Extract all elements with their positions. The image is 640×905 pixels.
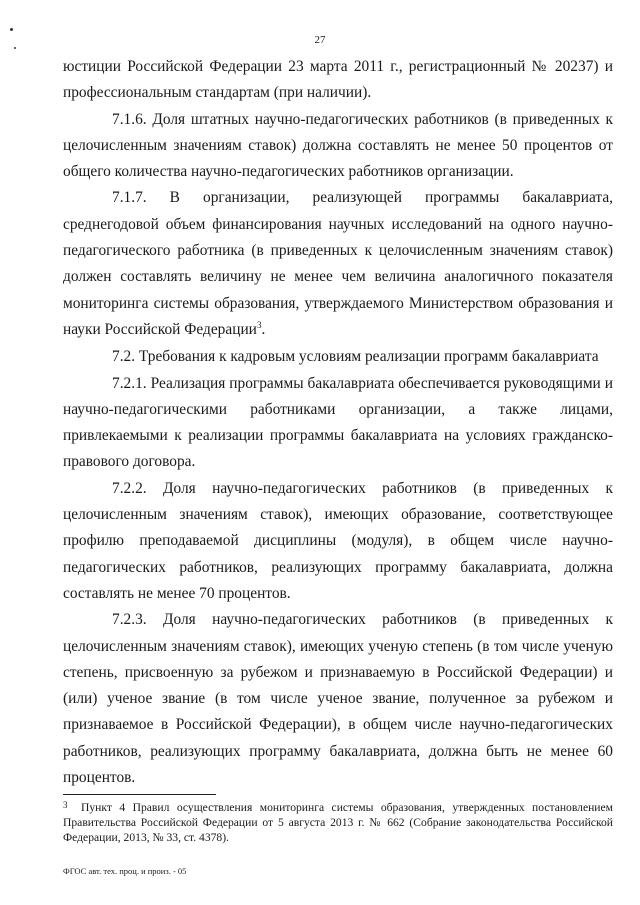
paragraph-7-2-1: 7.2.1. Реализация программы бакалавриата обеспечивается руководящими и научно-педагогическими работниками организации, а также лицами, привлекаемыми к реализации программы бакалавриата на условиях гражданско-правового договора. [63, 374, 613, 471]
paragraph-7-1-6: 7.1.6. Доля штатных научно-педагогических работников (в приведенных к целочисленным значениям ставок) должна составлять не менее 50 процентов от общего количества научно-педагогических работников организации. [63, 110, 613, 181]
scan-artifact-dot [10, 28, 13, 31]
footnote [63, 800, 613, 846]
footnote-text: Пункт 4 Правил осуществления мониторинга системы образования, утвержденных постановлением Правительства Российской Федерации от 5 августа 2013 г. № 662 (Собрание законодательства Российской Федерации, 2013, № 33, ст. 4378). [63, 801, 613, 845]
scan-artifact-dot [14, 47, 16, 49]
main-text [63, 54, 613, 791]
paragraph-continuation: юстиции Российской Федерации 23 марта 2011 г., регистрационный № 20237) и профессиональным стандартам (при наличии). [63, 58, 613, 102]
page-number: 27 [314, 34, 326, 46]
document-footer-code: ФГОС авт. тех. проц. и произ. - 05 [63, 866, 187, 876]
footnote-reference: 3 [256, 319, 262, 330]
paragraph-7-2-2: 7.2.2. Доля научно-педагогических работников (в приведенных к целочисленным значениям ставок), имеющих образование, соответствующее профилю преподаваемой дисциплины (модуля), в общем числе научно-педагогических работников, реализующих программу бакалавриата, должна составлять не менее 70 процентов. [63, 479, 613, 602]
paragraph-7-1-7-end: . [261, 320, 266, 338]
section-heading-7-2: 7.2. Требования к кадровым условиям реализации программ бакалавриата [112, 348, 599, 366]
footnote-divider [63, 794, 216, 795]
footnote-mark: 3 [63, 800, 68, 810]
paragraph-7-1-7-text: 7.1.7. В организации, реализующей программы бакалавриата, среднегодовой объем финансирования научных исследований на одного научно-педагогического работника (в приведенных к целочисленным значениям ставок) должен составлять величину не менее чем величина аналогичного показателя мониторинга системы образования, утверждаемого Министерством образования и науки Российской Федерации [63, 189, 613, 338]
paragraph-7-2-3: 7.2.3. Доля научно-педагогических работников (в приведенных к целочисленным значениям ставок), имеющих ученую степень (в том числе ученую степень, присвоенную за рубежом и признаваемую в Российской Федерации) и (или) ученое звание (в том числе ученое звание, полученное за рубежом и признаваемое в Российской Федерации), в общем числе научно-педагогических работников, реализующих программу бакалавриата, должна быть не менее 60 процентов. [63, 611, 613, 787]
paragraph-7-1-7 [63, 185, 613, 343]
